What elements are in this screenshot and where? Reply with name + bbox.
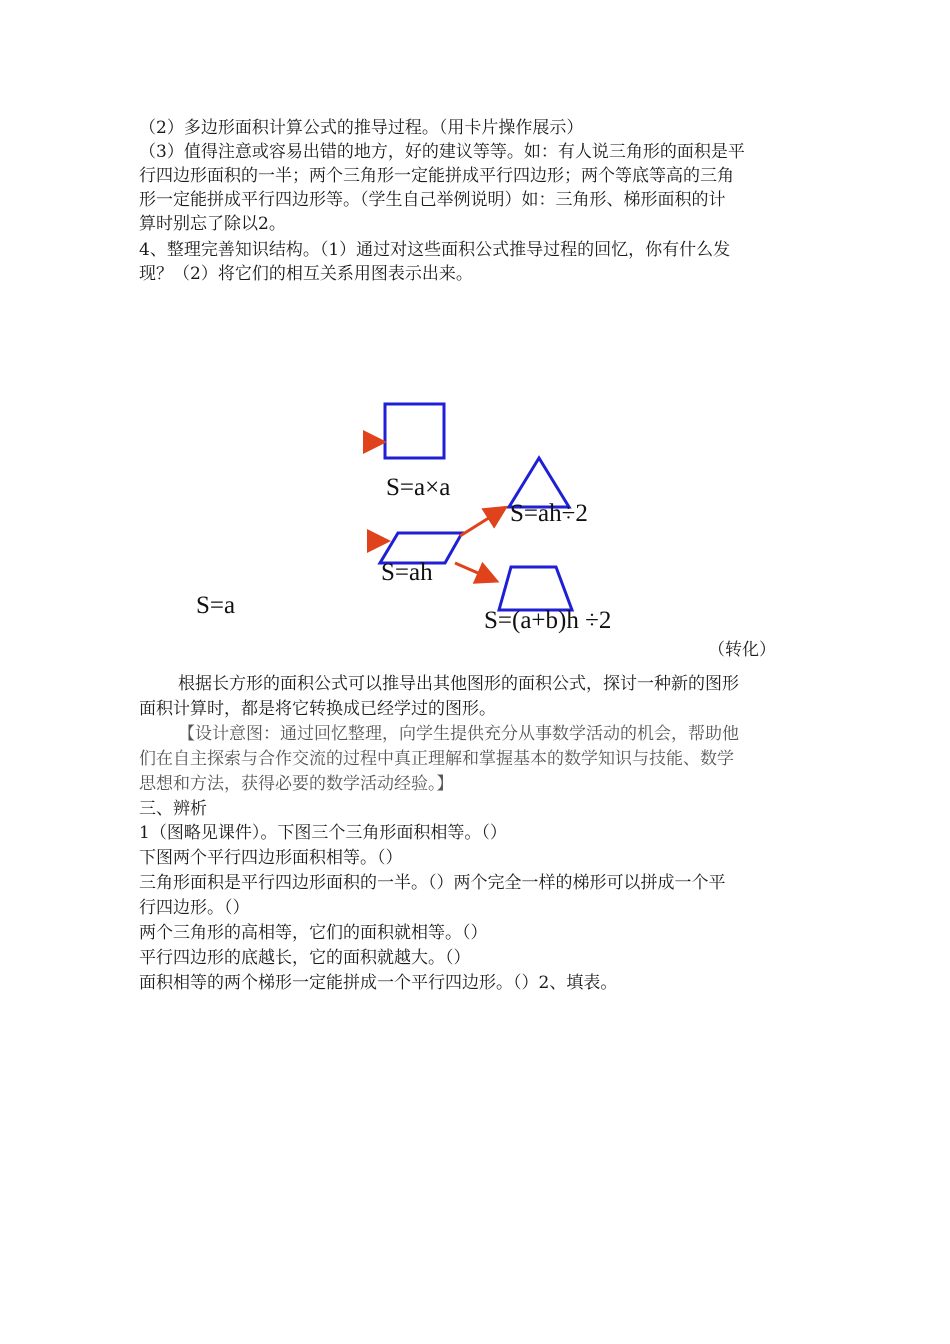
paragraph-structure-line2: 现？（2）将它们的相互关系用图表示出来。 [139, 264, 473, 284]
design-intent-line2: 们在自主探索与合作交流的过程中真正理解和掌握基本的数学知识与技能、数学 [139, 749, 734, 769]
rectangle-formula: S=a [196, 592, 236, 619]
question-2: 下图两个平行四边形面积相等。（） [139, 848, 403, 868]
square-shape [385, 404, 444, 458]
triangle-formula: S=ah÷2 [510, 500, 588, 527]
conclusion-line1: 根据长方形的面积公式可以推导出其他图形的面积公式，探讨一种新的图形 [178, 674, 739, 694]
question-5: 平行四边形的底越长，它的面积就越大。（） [139, 948, 471, 968]
conclusion-line2: 面积计算时，都是将它转换成已经学过的图形。 [139, 699, 496, 719]
paragraph-structure-line1: 4、整理完善知识结构。（1）通过对这些面积公式推导过程的回忆，你有什么发 [139, 240, 731, 260]
paragraph-mistakes-line3: 形一定能拼成平行四边形等。（学生自己举例说明）如：三角形、梯形面积的计 [139, 190, 726, 210]
trapezoid-shape [499, 567, 572, 610]
transform-note: （转化） [708, 640, 776, 660]
question-4: 两个三角形的高相等，它们的面积就相等。（） [139, 923, 488, 943]
square-formula: S=a×a [386, 474, 451, 501]
question-3-line1: 三角形面积是平行四边形面积的一半。（）两个完全一样的梯形可以拼成一个平 [139, 873, 726, 893]
design-intent-line1: 【设计意图：通过回忆整理，向学生提供充分从事数学活动的机会，帮助他 [178, 724, 739, 744]
paragraph-mistakes-line4: 算时别忘了除以2。 [139, 214, 286, 234]
design-intent-line3: 思想和方法，获得必要的数学活动经验。】 [139, 774, 454, 794]
paragraph-mistakes-line2: 行四边形面积的一半；两个三角形一定能拼成平行四边形；两个等底等高的三角 [139, 166, 734, 186]
arrow-to-triangle [460, 509, 503, 536]
parallelogram-formula: S=ah [381, 559, 433, 586]
paragraph-mistakes-line1: （3）值得注意或容易出错的地方，好的建议等等。如：有人说三角形的面积是平 [139, 142, 745, 162]
section-heading-analysis: 三、辨析 [139, 799, 207, 819]
trapezoid-formula: S=(a+b)h ÷2 [484, 607, 612, 634]
arrow-to-trapezoid [455, 563, 494, 580]
question-6: 面积相等的两个梯形一定能拼成一个平行四边形。（）2、填表。 [139, 973, 618, 993]
paragraph-derivation: （2）多边形面积计算公式的推导过程。（用卡片操作展示） [139, 118, 584, 138]
question-3-line2: 行四边形。（） [139, 898, 250, 918]
question-1: 1（图略见课件）。下图三个三角形面积相等。（） [139, 823, 507, 843]
